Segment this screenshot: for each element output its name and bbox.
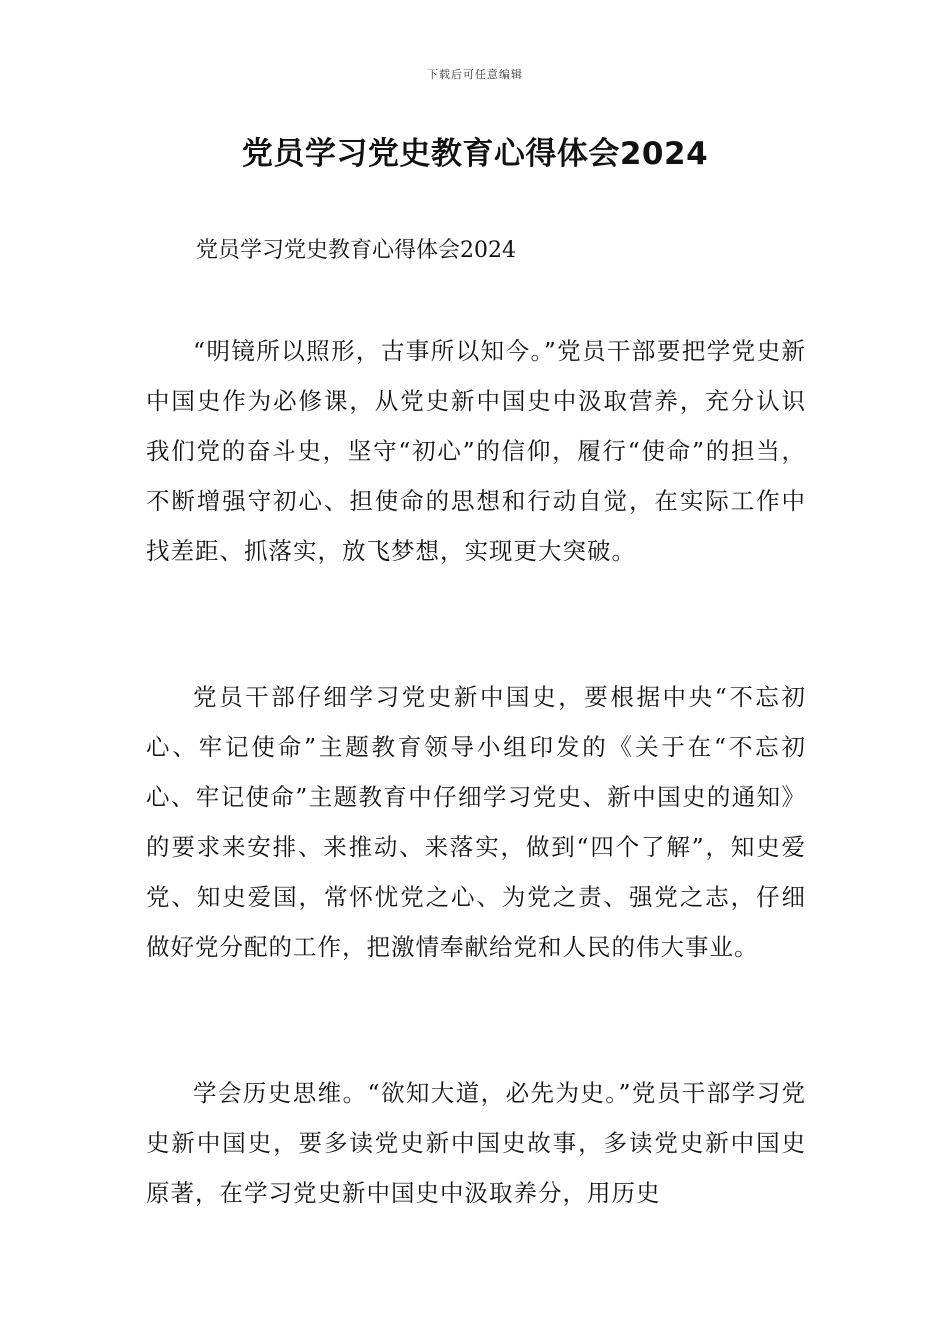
document-title: 党员学习党史教育心得体会2024 [241,136,709,172]
paragraph-2-block [146,672,806,972]
paragraph: 学会历史思维。“欲知大道，必先为史。”党员干部学习党史新中国史，要多读党史新中国史故事，多读党史新中国史原著，在学习党史新中国史中汲取养分，用历史 [146,1079,806,1207]
paragraph: 党员干部仔细学习党史新中国史，要根据中央“不忘初心、牢记使命”主题教育领导小组印发的《关于在“不忘初心、牢记使命”主题教育中仔细学习党史、新中国史的通知》的要求来安排、来推动、来落实，做到“四个了解”，知史爱党、知史爱国，常怀忧党之心、为党之责、强党之志，仔细做好党分配的工作，把激情奉献给党和人民的伟大事业。 [146,683,806,961]
paragraph-1-block [146,326,806,576]
paragraph-3-block [146,1068,806,1218]
header-note: 下载后可任意编辑 [427,68,523,81]
paragraph: “明镜所以照形，古事所以知今。”党员干部要把学党史新中国史作为必修课，从党史新中国史中汲取营养，充分认识我们党的奋斗史，坚守“初心”的信仰，履行“使命”的担当，不断增强守初心、担使命的思想和行动自觉，在实际工作中找差距、抓落实，放飞梦想，实现更大突破。 [146,337,806,565]
document-subtitle: 党员学习党史教育心得体会2024 [196,238,516,263]
